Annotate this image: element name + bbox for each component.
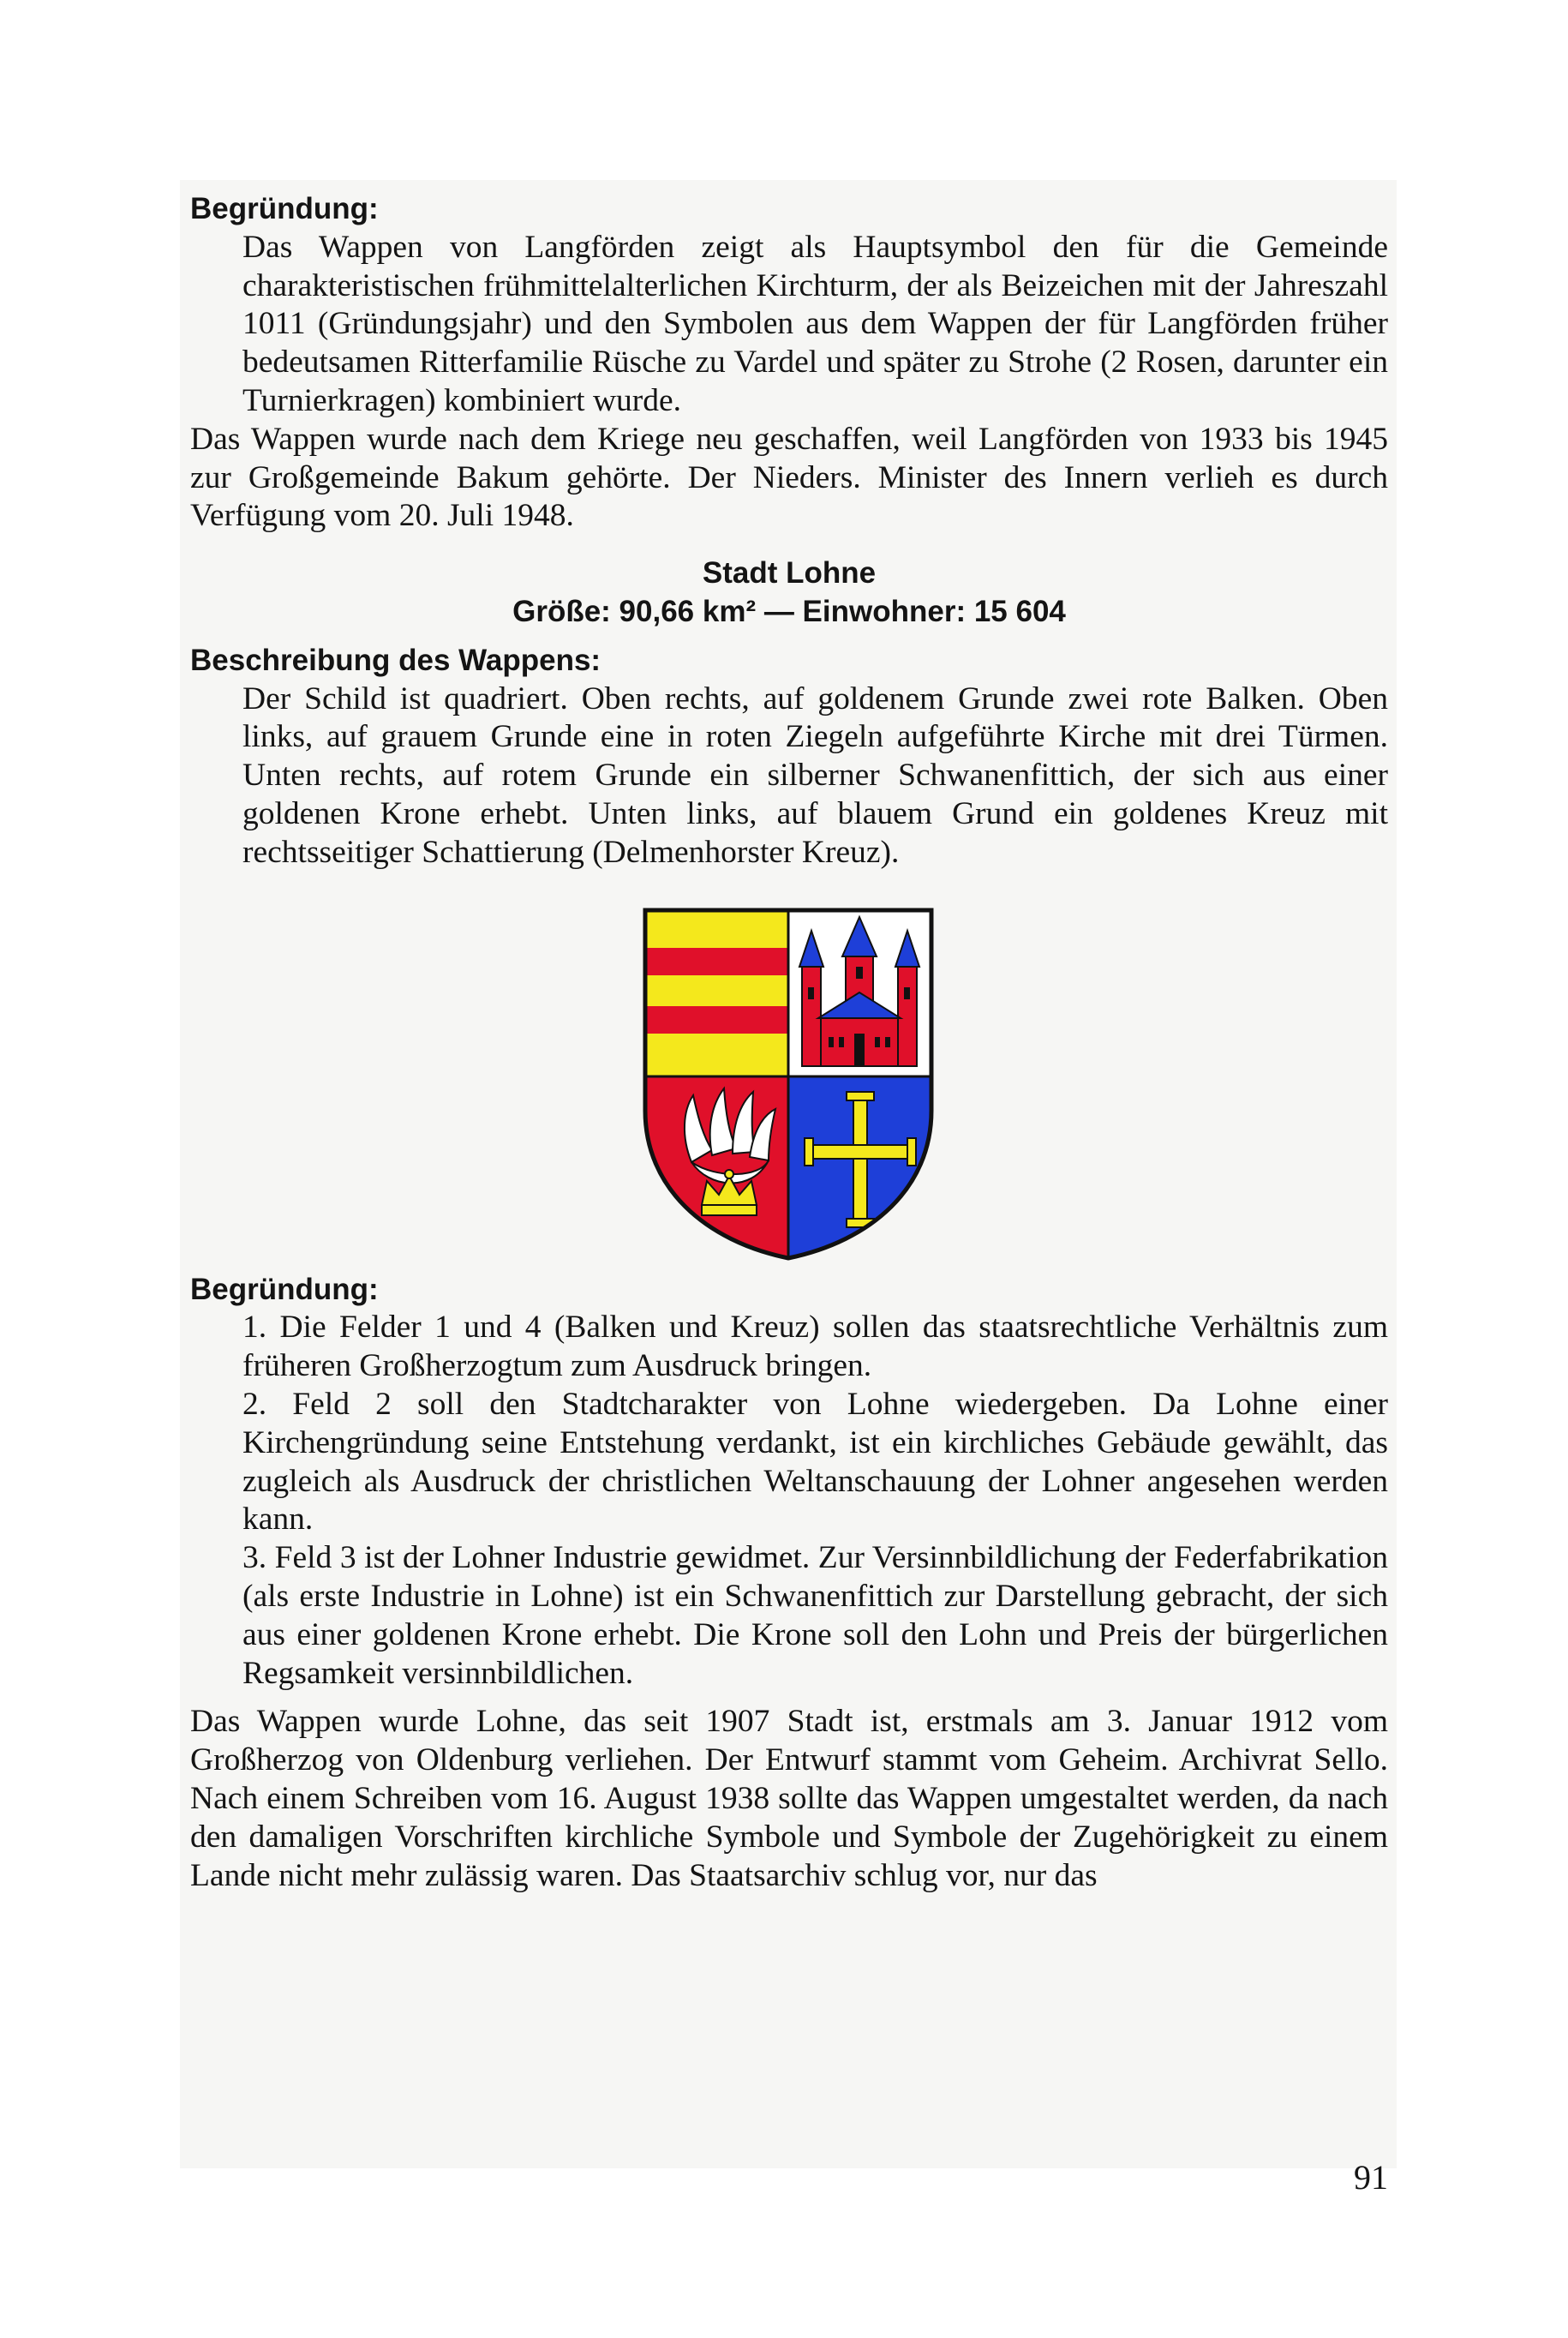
section-heading-begruendung-1: Begründung: [190, 192, 379, 225]
page-number: 91 [1354, 2158, 1388, 2197]
page-content [190, 190, 1388, 1895]
reason-item-1: 1. Die Felder 1 und 4 (Balken und Kreuz) sollen das staatsrechtliche Verhältnis zum früheren Großherzogtum zum Ausdruck bringen. [242, 1310, 1388, 1384]
section-heading-description: Beschreibung des Wappens: [190, 643, 601, 677]
town-stats: Größe: 90,66 km² — Einwohner: 15 604 [512, 594, 1066, 628]
reason-item-3: 3. Feld 3 ist der Lohner Industrie gewidmet. Zur Versinnbildlichung der Federfabrikation (als erste Industrie in Lohne) ist ein Schwanenfittich zur Darstellung gebracht, der sich aus einer goldenen Krone erhebt. Die Krone soll den Lohn und Preis der bürgerlichen Regsamkeit versinnbildlichen. [242, 1540, 1388, 1691]
field-gold-bars [645, 910, 788, 1076]
lohne-history-paragraph: Das Wappen wurde Lohne, das seit 1907 Stadt ist, erstmals am 3. Januar 1912 vom Großherzog von Oldenburg verliehen. Der Entwurf stammt vom Geheim. Archivrat Sello. Nach einem Schreiben vom 16. August 1938 sollte das Wappen umgestaltet werden, da nach den damaligen Vorschriften kirchliche Symbole und Symbole der Zugehörigkeit zu einem Lande nicht mehr zulässig waren. Das Staatsarchiv schlug vor, nur das [190, 1704, 1388, 1893]
langfoerden-reason-paragraph: Das Wappen von Langförden zeigt als Hauptsymbol den für die Gemeinde charakteristischen frühmittelalterlichen Kirchturm, der als Beizeichen mit der Jahreszahl 1011 (Gründungsjahr) und den Symbolen aus dem Wappen der für Langförden früher bedeutsamen Ritterfamilie Rüsche zu Vardel und später zu Strohe (2 Rosen, darunter ein Turnierkragen) kombiniert wurde. [242, 229, 1388, 418]
section-heading-begruendung-2: Begründung: [190, 1272, 379, 1306]
coat-of-arms-figure [190, 872, 1388, 1271]
langfoerden-history-paragraph: Das Wappen wurde nach dem Kriege neu geschaffen, weil Langförden von 1933 bis 1945 zur Großgemeinde Bakum gehörte. Der Nieders. Minister des Innern verlieh es durch Verfügung vom 20. Juli 1948. [190, 421, 1388, 534]
crest-description-paragraph: Der Schild ist quadriert. Oben rechts, auf goldenem Grunde zwei rote Balken. Oben links, auf grauem Grunde eine in roten Ziegeln aufgeführte Kirche mit drei Türmen. Unten rechts, auf rotem Grunde ein silberner Schwanenfittich, der sich aus einer goldenen Krone erhebt. Unten links, auf blauem Grund ein goldenes Kreuz mit rechtsseitiger Schattierung (Delmenhorster Kreuz). [242, 680, 1388, 870]
reason-item-2: 2. Feld 2 soll den Stadtcharakter von Lohne wiedergeben. Da Lohne einer Kirchengründung seine Entstehung verdankt, ist ein kirchliches Gebäude gewählt, das zugleich als Ausdruck der christlichen Weltanschauung der Lohner angesehen werden kann. [242, 1386, 1388, 1538]
lohne-coat-of-arms [640, 905, 937, 1262]
town-title: Stadt Lohne [702, 556, 877, 590]
red-bar-2 [645, 1006, 788, 1034]
red-bar-1 [645, 948, 788, 975]
